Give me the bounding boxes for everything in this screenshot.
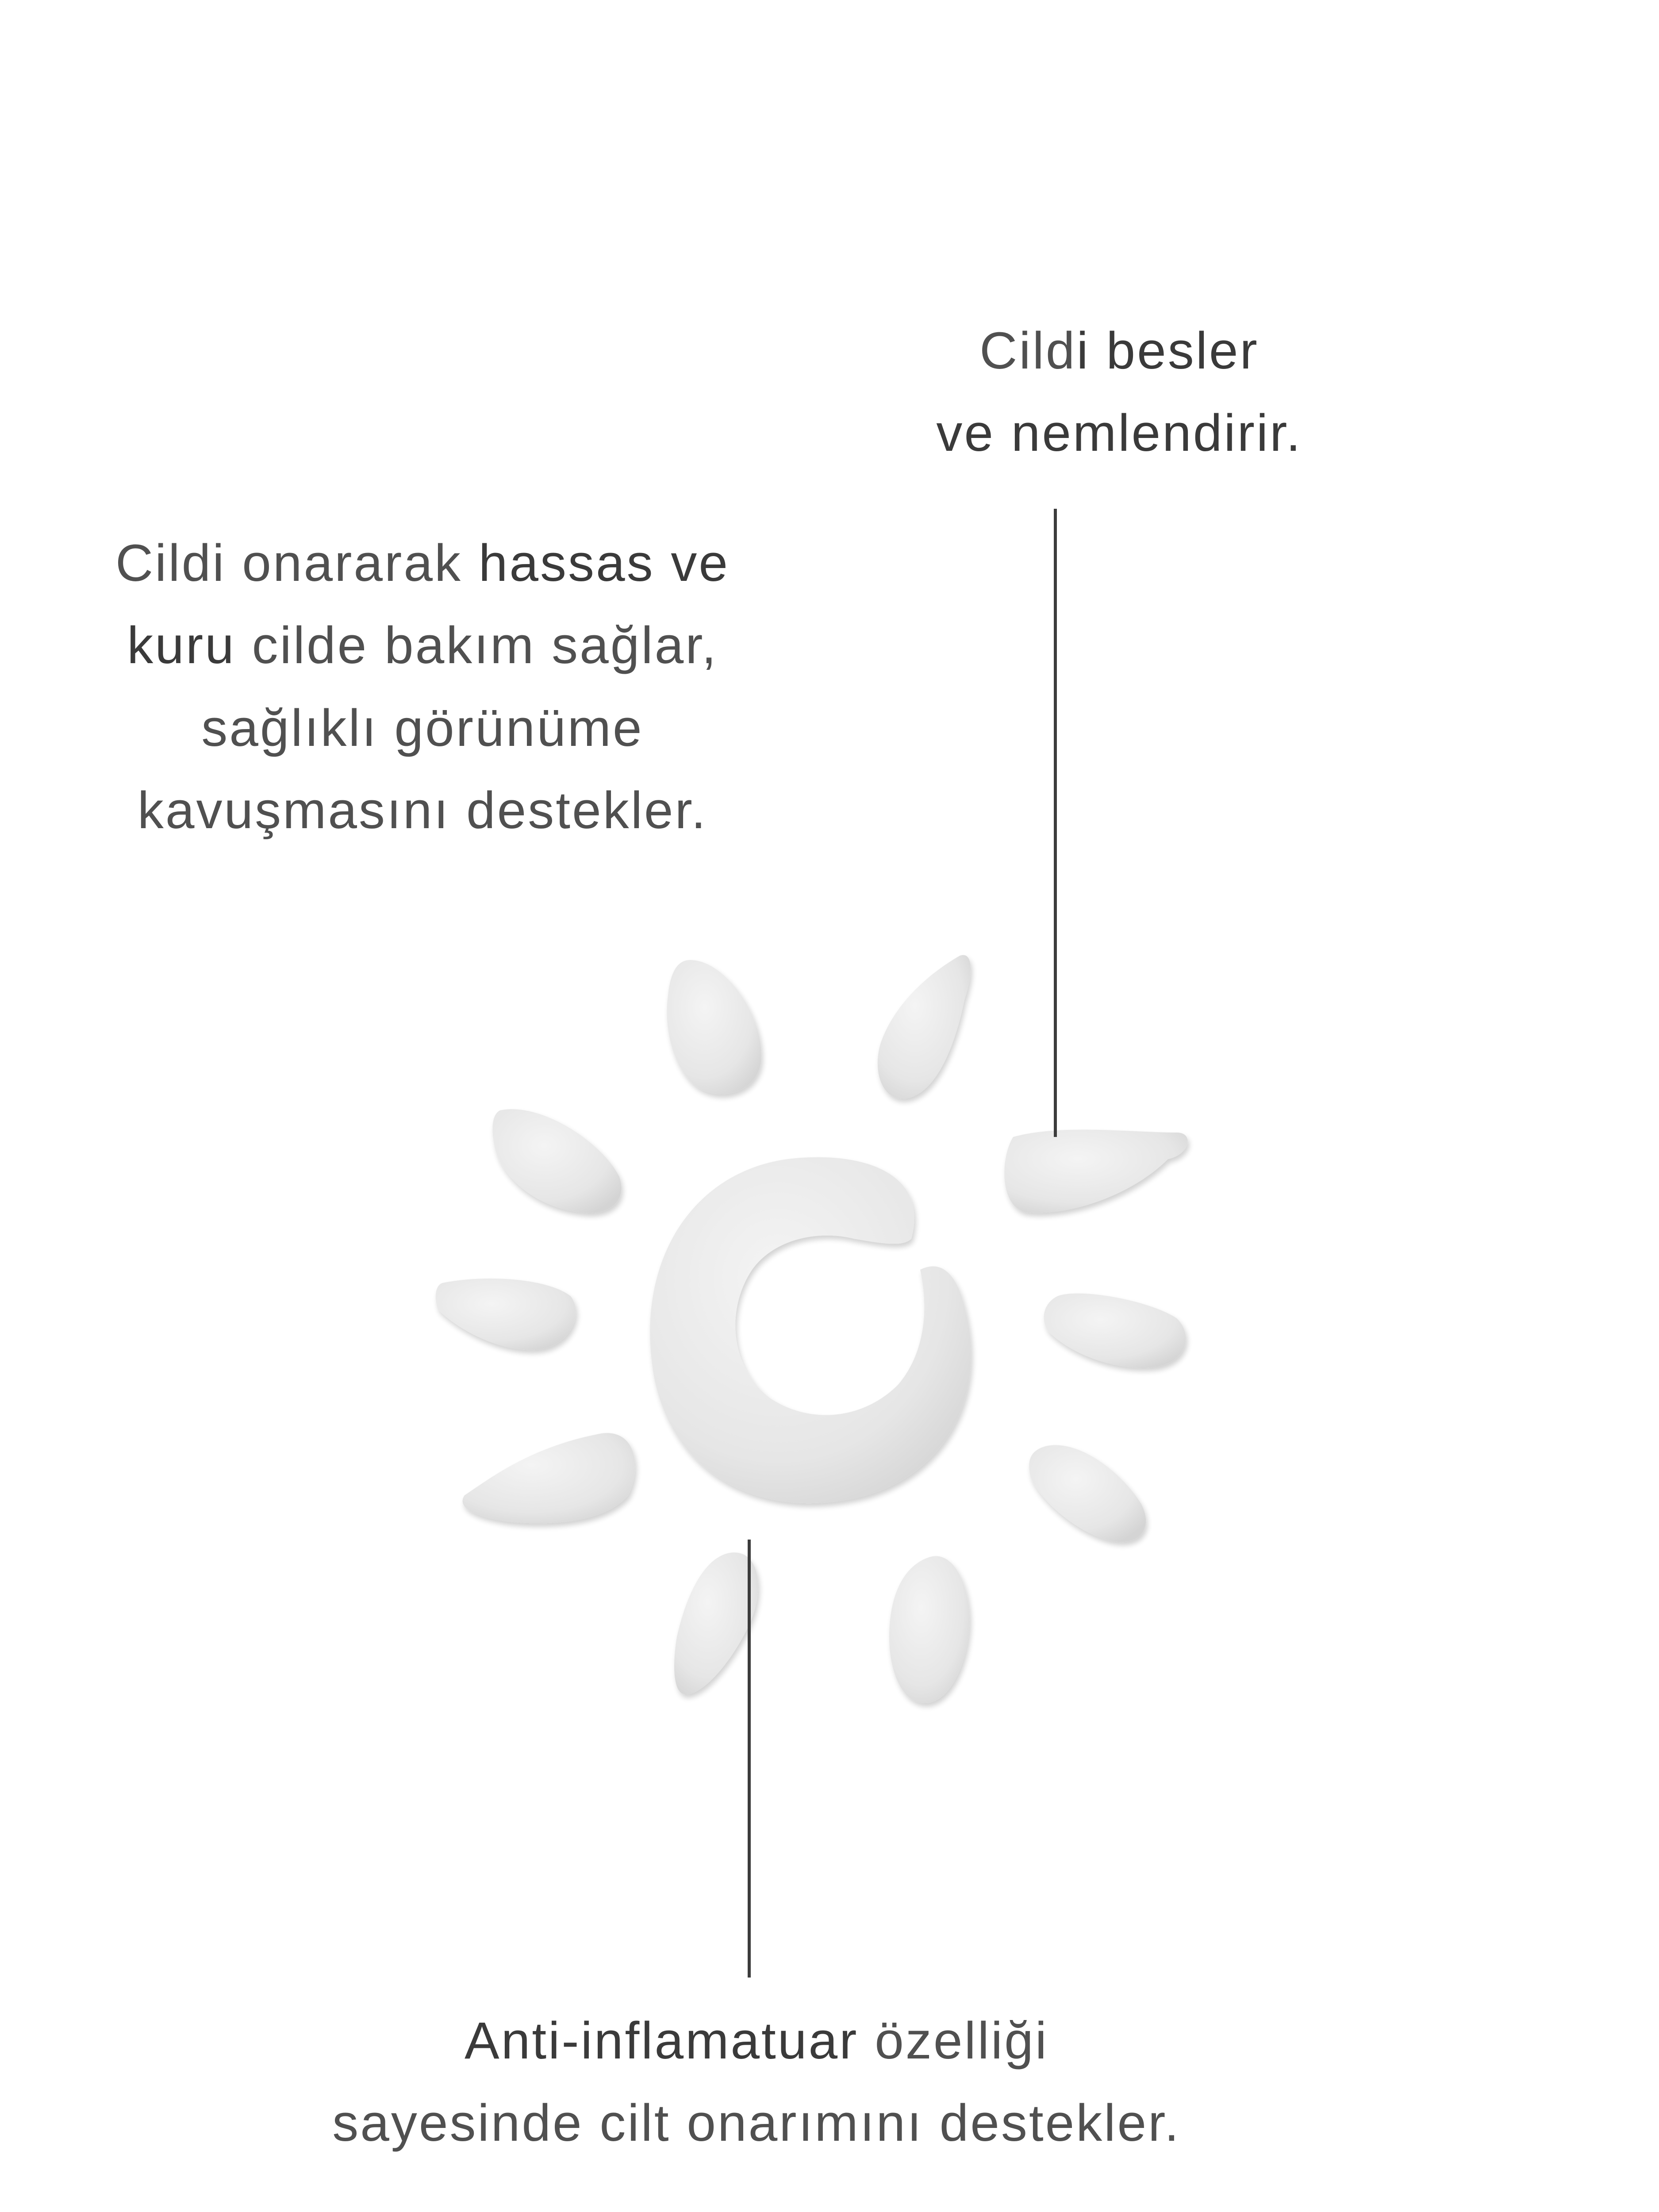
cream-ray-icon xyxy=(492,1109,621,1213)
callout-top-right xyxy=(907,310,1332,475)
callout-text-bold: Anti-inflamatuar xyxy=(465,2012,859,2070)
cream-swirl-icon xyxy=(650,1157,971,1503)
callout-text: Cild xyxy=(979,322,1077,380)
callout-text-bold: ve nemlendirir. xyxy=(936,404,1302,463)
callout-line xyxy=(248,2000,1265,2082)
leader-line-top-right xyxy=(1054,509,1057,1137)
callout-line: kavuşmasını destekler. xyxy=(137,781,708,840)
cream-ray-icon xyxy=(463,1433,635,1523)
callout-line xyxy=(907,392,1332,474)
callout-top-left xyxy=(75,522,770,852)
callout-line xyxy=(75,522,770,604)
callout-line: sağlıklı görünüme xyxy=(201,699,644,757)
callout-line xyxy=(75,604,770,687)
callout-text-bold: hassas ve xyxy=(478,534,730,592)
callout-text-bold: kuru xyxy=(127,616,236,675)
callout-bottom xyxy=(248,2000,1265,2165)
cream-ray-icon xyxy=(878,955,971,1099)
callout-text: cilde bakım sağlar, xyxy=(235,616,718,675)
cream-ray-icon xyxy=(436,1279,576,1350)
cream-ray-icon xyxy=(889,1556,970,1703)
callout-text-bold: i besler xyxy=(1076,322,1259,380)
callout-text: Cildi onararak xyxy=(115,534,479,592)
cream-ray-icon xyxy=(1004,1129,1187,1213)
cream-ray-icon xyxy=(1029,1445,1146,1542)
callout-line xyxy=(907,310,1332,392)
leader-line-bottom xyxy=(748,1540,751,1978)
callout-text: özelliği xyxy=(858,2012,1048,2070)
cream-ray-icon xyxy=(1044,1294,1186,1368)
cream-ray-icon xyxy=(667,960,761,1094)
callout-line: sayesinde cilt onarımını destekler. xyxy=(332,2094,1181,2153)
cream-ray-icon xyxy=(674,1552,758,1694)
